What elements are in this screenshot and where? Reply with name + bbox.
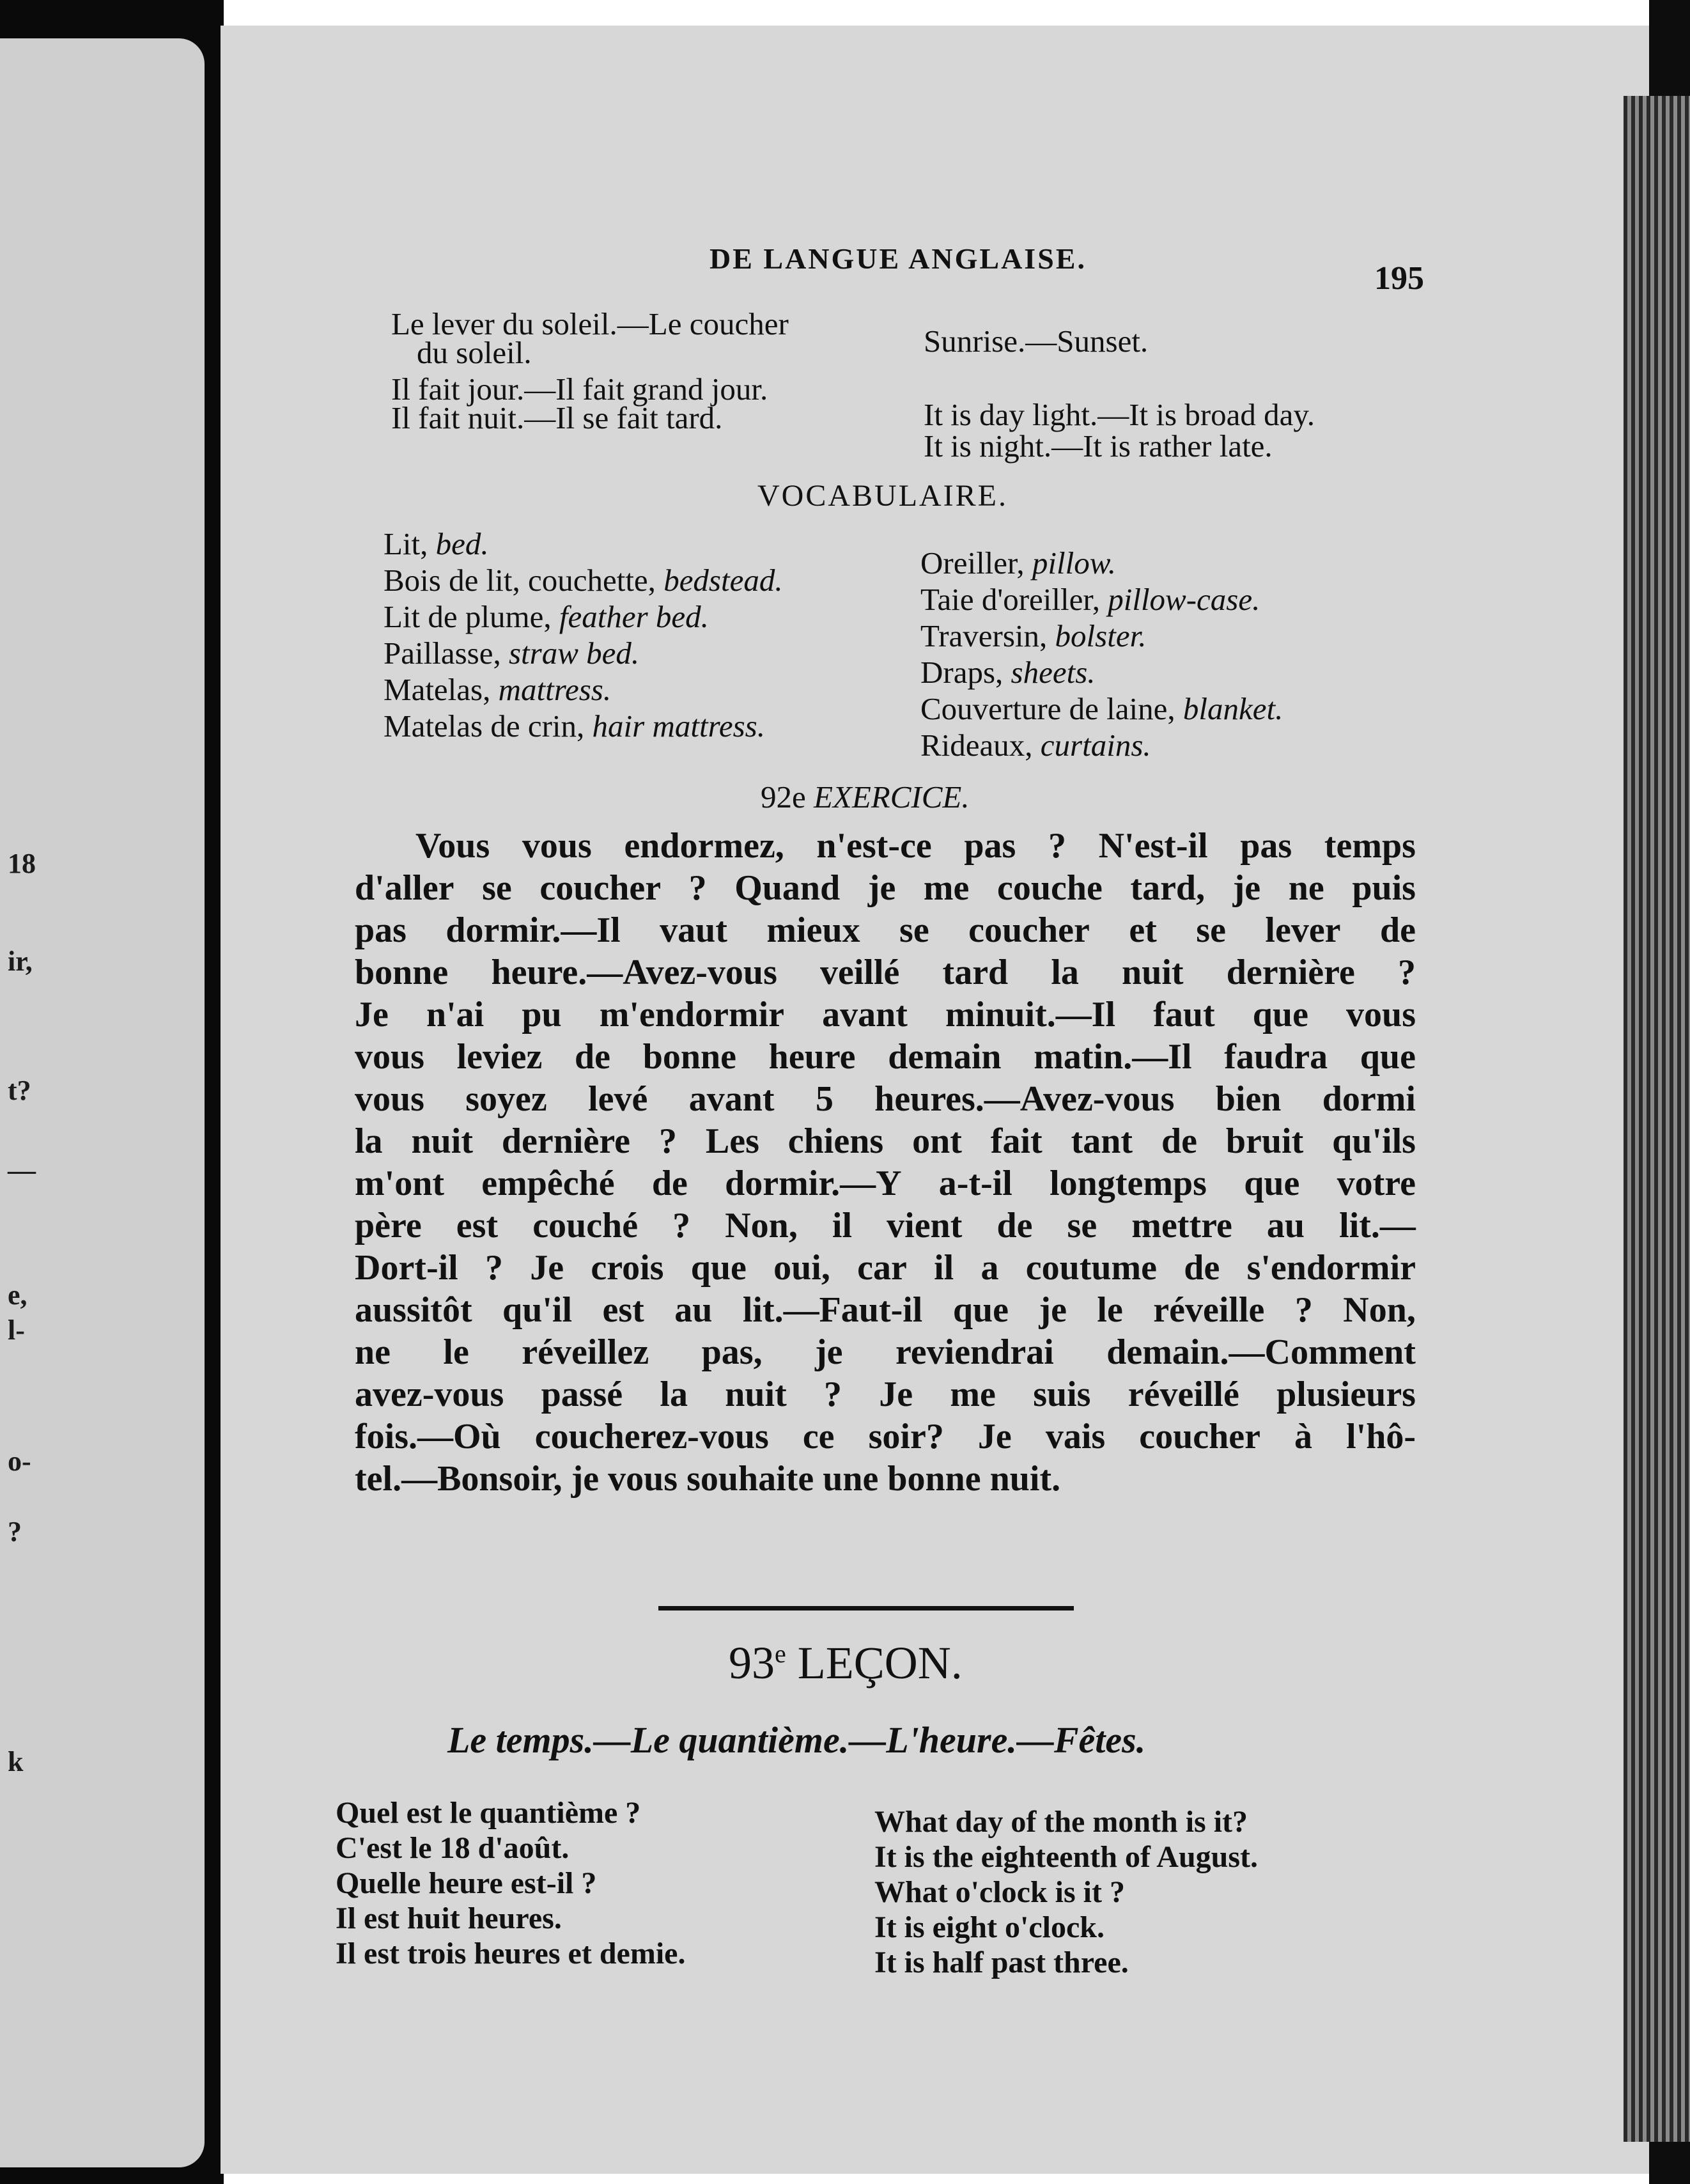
lesson-suffix: e [775, 1639, 786, 1668]
facing-page-fragment: l- [8, 1314, 25, 1346]
lesson-fr-line: Quelle heure est-il ? [336, 1866, 597, 1900]
vocab-item: Draps, sheets. [920, 655, 1096, 690]
lesson-number: 93 [729, 1637, 775, 1689]
facing-page [0, 38, 205, 2167]
vocab-item: Lit de plume, feather bed. [384, 599, 709, 634]
vocab-item: Rideaux, curtains. [920, 728, 1151, 763]
vocabulary-left [384, 526, 783, 744]
lesson-fr-line: C'est le 18 d'août. [336, 1831, 570, 1865]
exercise-line: Vous vous endormez, n'est-ce pas ? N'est-il pas temps [415, 826, 1416, 866]
exercise-line: m'ont empêché de dormir.—Y a-t-il longtemps que votre [355, 1164, 1416, 1203]
phrase-fr-3: Il fait jour.—Il fait grand jour. [391, 371, 768, 407]
lesson-en-line: It is half past three. [874, 1946, 1129, 1979]
lesson-en-line: It is the eighteenth of August. [874, 1840, 1259, 1874]
vocab-item: Matelas, mattress. [384, 672, 612, 707]
exercise-line: la nuit dernière ? Les chiens ont fait tant de bruit qu'ils [355, 1121, 1416, 1161]
phrases-french [391, 306, 789, 436]
exercise-line: Dort-il ? Je crois que oui, car il a coutume de s'endormir [355, 1248, 1416, 1288]
facing-page-fragment: k [8, 1746, 24, 1777]
vocab-item: Matelas de crin, hair mattress. [384, 708, 765, 744]
lesson-fr-line: Il est huit heures. [336, 1901, 562, 1935]
lesson-fr-line: Il est trois heures et demie. [336, 1937, 686, 1970]
facing-page-fragment: o- [8, 1446, 31, 1477]
exercise-number: 92e [761, 779, 806, 815]
lesson-heading [729, 1637, 963, 1690]
section-divider [658, 1606, 1074, 1611]
vocab-item: Lit, bed. [384, 526, 489, 561]
exercise-line: pas dormir.—Il vaut mieux se coucher et se lever de [355, 910, 1416, 950]
vocab-item: Paillasse, straw bed. [384, 636, 640, 671]
vocab-item: Oreiller, pillow. [920, 545, 1117, 581]
phrase-fr-2: du soleil. [417, 335, 532, 370]
exercise-line: vous soyez levé avant 5 heures.—Avez-vous bien dormi [355, 1079, 1416, 1119]
lesson-en-line: What day of the month is it? [874, 1805, 1248, 1839]
lesson-en-line: What o'clock is it ? [874, 1875, 1125, 1909]
exercise-line: vous leviez de bonne heure demain matin.—Il faudra que [355, 1037, 1416, 1077]
vocab-item: Taie d'oreiller, pillow-case. [920, 582, 1260, 617]
running-title: DE LANGUE ANGLAISE. [709, 242, 1087, 275]
exercise-line: avez-vous passé la nuit ? Je me suis réveillé plusieurs [355, 1375, 1416, 1414]
facing-page-fragment: — [8, 1155, 36, 1186]
lesson-title: LEÇON. [797, 1637, 963, 1689]
exercise-line: Je n'ai pu m'endormir avant minuit.—Il faut que vous [355, 995, 1416, 1034]
facing-page-fragment: 18 [8, 848, 36, 879]
vocab-item: Couverture de laine, blanket. [920, 691, 1283, 726]
phrase-en-3: It is night.—It is rather late. [924, 428, 1273, 464]
facing-page-fragment: t? [8, 1075, 31, 1106]
vocab-item: Bois de lit, couchette, bedstead. [384, 563, 783, 598]
exercise-line: ne le réveillez pas, je reviendrai demain.—Comment [355, 1332, 1416, 1372]
exercise-text [355, 825, 1416, 1500]
exercise-line: fois.—Où coucherez-vous ce soir? Je vais coucher à l'hô- [355, 1417, 1416, 1456]
exercise-line: tel.—Bonsoir, je vous souhaite une bonne nuit. [355, 1459, 1061, 1499]
phrase-en-2: It is day light.—It is broad day. [924, 397, 1315, 432]
lesson-french [336, 1795, 685, 1971]
exercise-line: bonne heure.—Avez-vous veillé tard la nuit dernière ? [355, 953, 1416, 992]
phrase-fr-4: Il fait nuit.—Il se fait tard. [391, 400, 723, 435]
exercise-line: aussitôt qu'il est au lit.—Faut-il que je le réveille ? Non, [355, 1290, 1416, 1330]
lesson-en-line: It is eight o'clock. [874, 1910, 1105, 1944]
exercise-line: père est couché ? Non, il vient de se mettre au lit.— [355, 1206, 1416, 1245]
phrases-english [924, 323, 1315, 464]
vocab-item: Traversin, bolster. [920, 618, 1147, 653]
vocabulary-heading: VOCABULAIRE. [757, 479, 1008, 513]
lesson-english [874, 1804, 1258, 1980]
page-number: 195 [1374, 260, 1424, 297]
facing-page-fragment: e, [8, 1279, 27, 1311]
lesson-subtitle: Le temps.—Le quantième.—L'heure.—Fêtes. [447, 1719, 1146, 1761]
facing-page-fragment: ? [8, 1516, 22, 1547]
vocabulary-right [920, 545, 1283, 763]
exercise-line: d'aller se coucher ? Quand je me couche tard, je ne puis [355, 868, 1416, 908]
exercise-heading [761, 779, 970, 815]
phrase-fr-1: Le lever du soleil.—Le coucher [391, 306, 789, 341]
page-edges [1624, 96, 1690, 2142]
exercise-title: EXERCICE. [814, 779, 970, 815]
facing-page-fragment: ir, [8, 946, 33, 977]
lesson-fr-line: Quel est le quantième ? [336, 1796, 641, 1830]
phrase-en-1: Sunrise.—Sunset. [924, 324, 1149, 359]
